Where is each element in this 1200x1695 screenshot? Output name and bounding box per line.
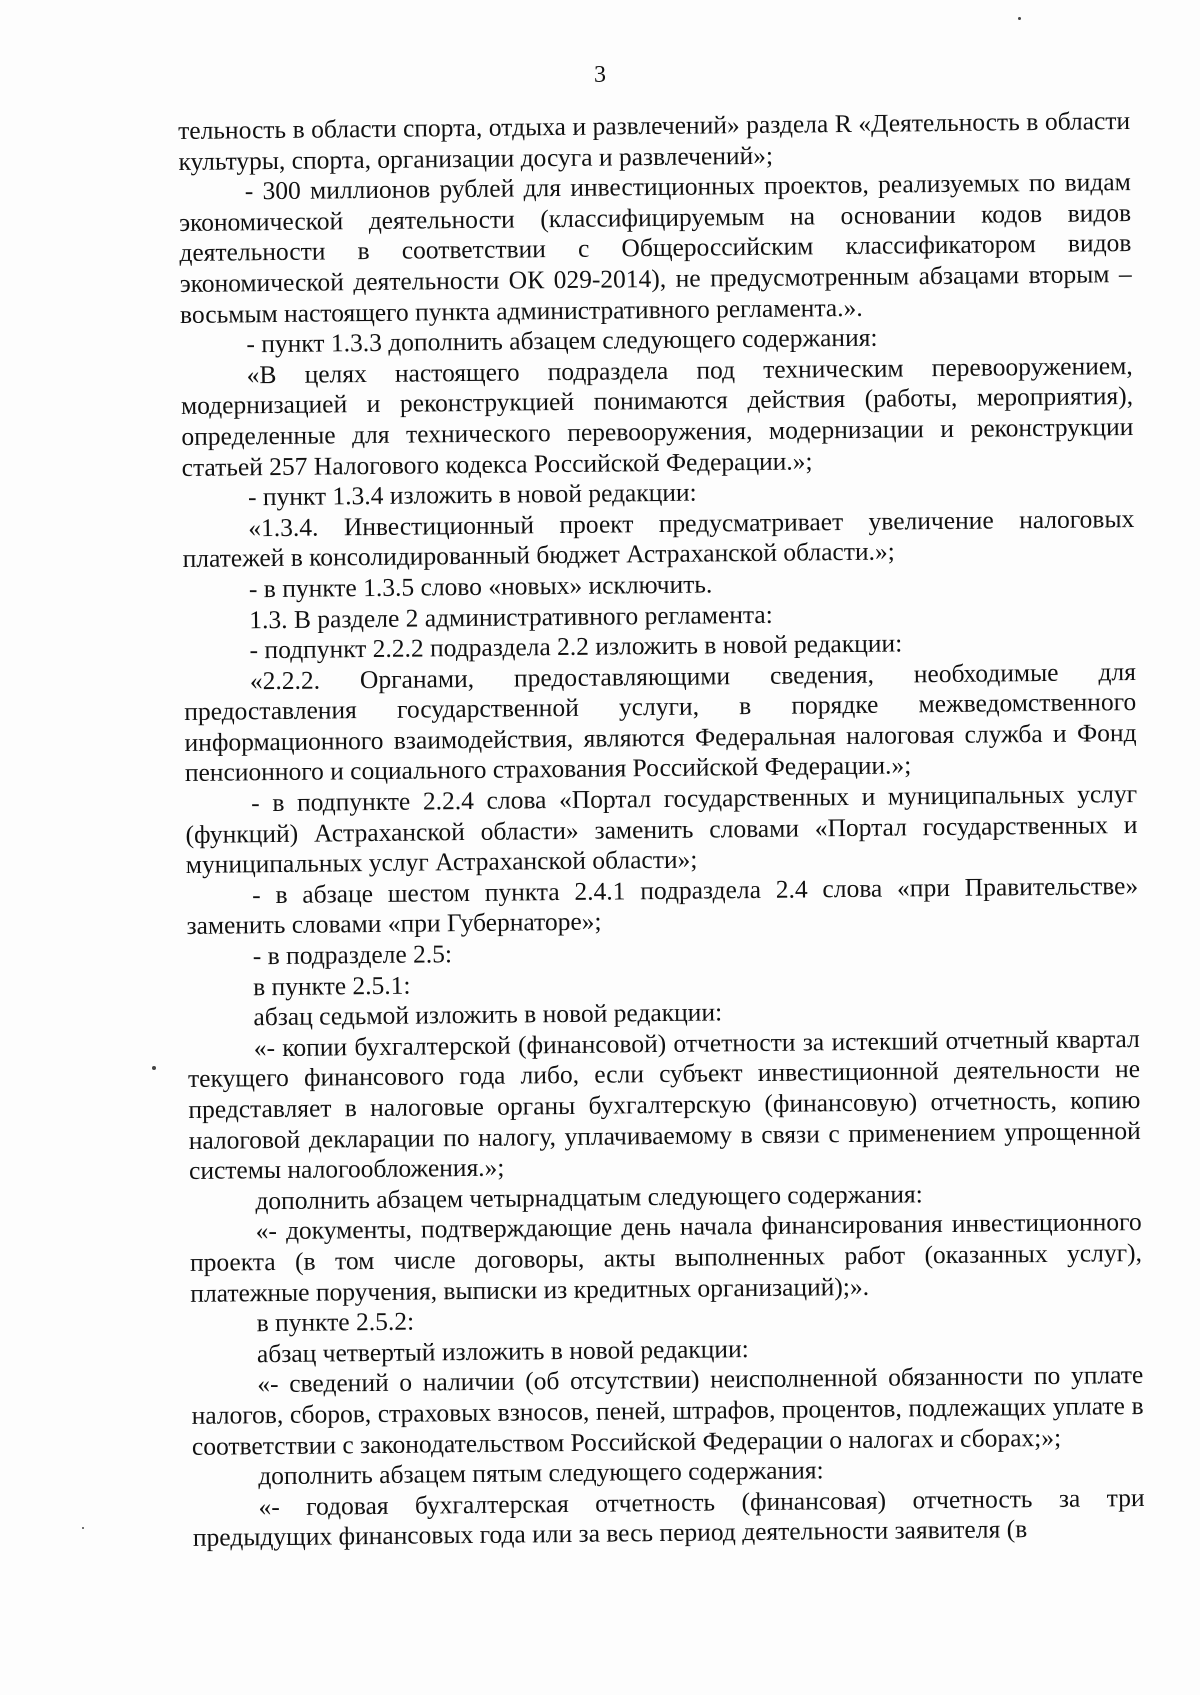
document-paragraph: - в пункте 1.3.5 слово «новых» исключить. xyxy=(248,569,713,604)
document-paragraph: 1.3. В разделе 2 административного регламента: xyxy=(249,599,773,634)
document-paragraph: - в подпункте 2.2.4 слова «Портал государственных и муниципальных услуг (функций) Астраханской области» заменить словами «Портал государственных и муниципальных услуг Астраханской области»; xyxy=(185,779,1138,880)
document-paragraph: в пункте 2.5.1: xyxy=(252,970,411,1001)
document-paragraph: - в абзаце шестом пункта 2.4.1 подраздела 2.4 слова «при Правительстве» заменить словами «при Губернаторе»; xyxy=(186,870,1139,941)
page-number: 3 xyxy=(594,62,606,88)
document-paragraph: дополнить абзацем пятым следующего содержания: xyxy=(258,1455,824,1491)
document-paragraph: тельность в области спорта, отдыха и развлечений» раздела R «Деятельность в области культуры, спорта, организации досуга и развлечений»; xyxy=(178,106,1131,176)
document-paragraph: «- документы, подтверждающие день начала финансирования инвестиционного проекта (в том числе договоры, акты выполненных работ (оказанных услуг), платежные поручения, выписки из кредитных организаций);». xyxy=(189,1207,1143,1308)
document-paragraph: абзац седьмой изложить в новой редакции: xyxy=(253,997,723,1032)
scan-speck xyxy=(1018,17,1021,20)
document-paragraph: дополнить абзацем четырнадцатым следующего содержания: xyxy=(255,1179,923,1216)
document-paragraph: «- копии бухгалтерской (финансовой) отчетности за истекший отчетный квартал текущего финансового года либо, если субъект инвестиционной деятельности не представляет в налоговые органы бухгалтерскую (финансовую) отчетность, копию налоговой декларации по налогу, уплачиваемому в связи с применением упрощенной системы налогообложения.»; xyxy=(187,1023,1141,1186)
document-paragraph: в пункте 2.5.2: xyxy=(256,1306,415,1338)
document-paragraph: «2.2.2. Органами, предоставляющими сведения, необходимые для предоставления государственной услуги, в порядке межведомственного информационного взаимодействия, являются Федеральная налоговая служба и Фонд пенсионного и социального страхования Российской Федерации.»; xyxy=(184,656,1137,788)
document-paragraph: «- сведений о наличии (об отсутствии) неисполненной обязанности по уплате налогов, сборов, страховых взносов, пеней, штрафов, процентов, подлежащих уплате в соответствии с законодательством Российской Федерации о налогах и сборах;»; xyxy=(191,1360,1144,1461)
document-paragraph: - пункт 1.3.4 изложить в новой редакции: xyxy=(247,477,697,512)
document-paragraph: - подпункт 2.2.2 подраздела 2.2 изложить в новой редакции: xyxy=(249,628,903,665)
document-body xyxy=(178,106,1145,1554)
document-paragraph: - пункт 1.3.3 дополнить абзацем следующего содержания: xyxy=(246,322,878,359)
document-paragraph: - 300 миллионов рублей для инвестиционных проектов, реализуемых по видам экономической деятельности (классифицируемым на основании кодов видов деятельности в соответствии с Общероссийским классификатором видов экономической деятельности ОК 029-2014), не предусмотренным абзацами вторым – восьмым настоящего пункта административного регламента.». xyxy=(178,167,1132,329)
scan-speck xyxy=(152,1066,156,1070)
scan-speck xyxy=(82,1527,84,1529)
document-paragraph: «- годовая бухгалтерская отчетность (финансовая) отчетность за три предыдущих финансовых года или за весь период деятельности заявителя (в xyxy=(192,1482,1145,1553)
document-paragraph: - в подразделе 2.5: xyxy=(252,939,453,971)
document-paragraph: «В целях настоящего подраздела под техническим перевооружением, модернизацией и реконструкцией понимаются действия (работы, мероприятия), определенные для технического перевооружения, модернизации и реконструкции статьей 257 Налогового кодекса Российской Федерации.»; xyxy=(180,350,1134,482)
document-paragraph: «1.3.4. Инвестиционный проект предусматривает увеличение налоговых платежей в консолидированный бюджет Астраханской области.»; xyxy=(182,503,1135,574)
document-paragraph: абзац четвертый изложить в новой редакции: xyxy=(256,1333,749,1368)
